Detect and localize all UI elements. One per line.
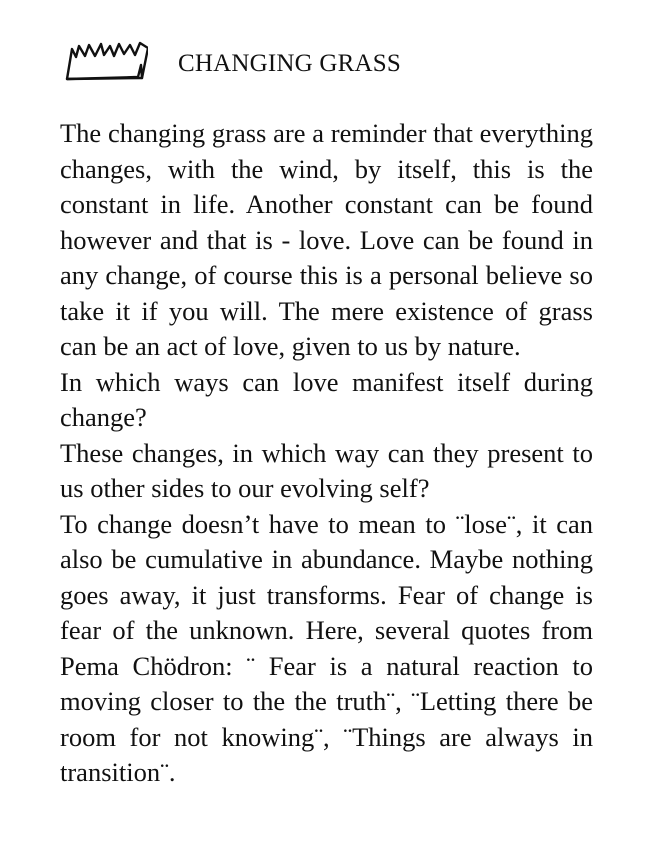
crown-icon xyxy=(64,38,148,82)
paragraph-3: These changes, in which way can they present to us other sides to our evolving self? xyxy=(60,437,593,503)
body-text xyxy=(60,116,593,791)
paragraph-2: In which ways can love manifest itself during change? xyxy=(60,366,593,432)
paragraph-4: To change doesn’t have to mean to ¨lose¨, it can also be cumulative in abundance. Maybe nothing goes away, it just transforms. Fear of change is fear of the unknown. Here, several quotes from Pema Chödron: ¨ Fear is a natural reaction to moving closer to the the truth¨, ¨Letting there be room for not knowing¨, ¨Things are always in transition¨. xyxy=(60,508,593,787)
page-title: CHANGING GRASS xyxy=(178,49,401,77)
header xyxy=(64,36,401,84)
paragraph-1: The changing grass are a reminder that everything changes, with the wind, by itself, this is the constant in life. Another constant can be found however and that is - love. Love can be found in any change, of course this is a personal believe so take it if you will. The mere existence of grass can be an act of love, given to us by nature. xyxy=(60,118,593,361)
